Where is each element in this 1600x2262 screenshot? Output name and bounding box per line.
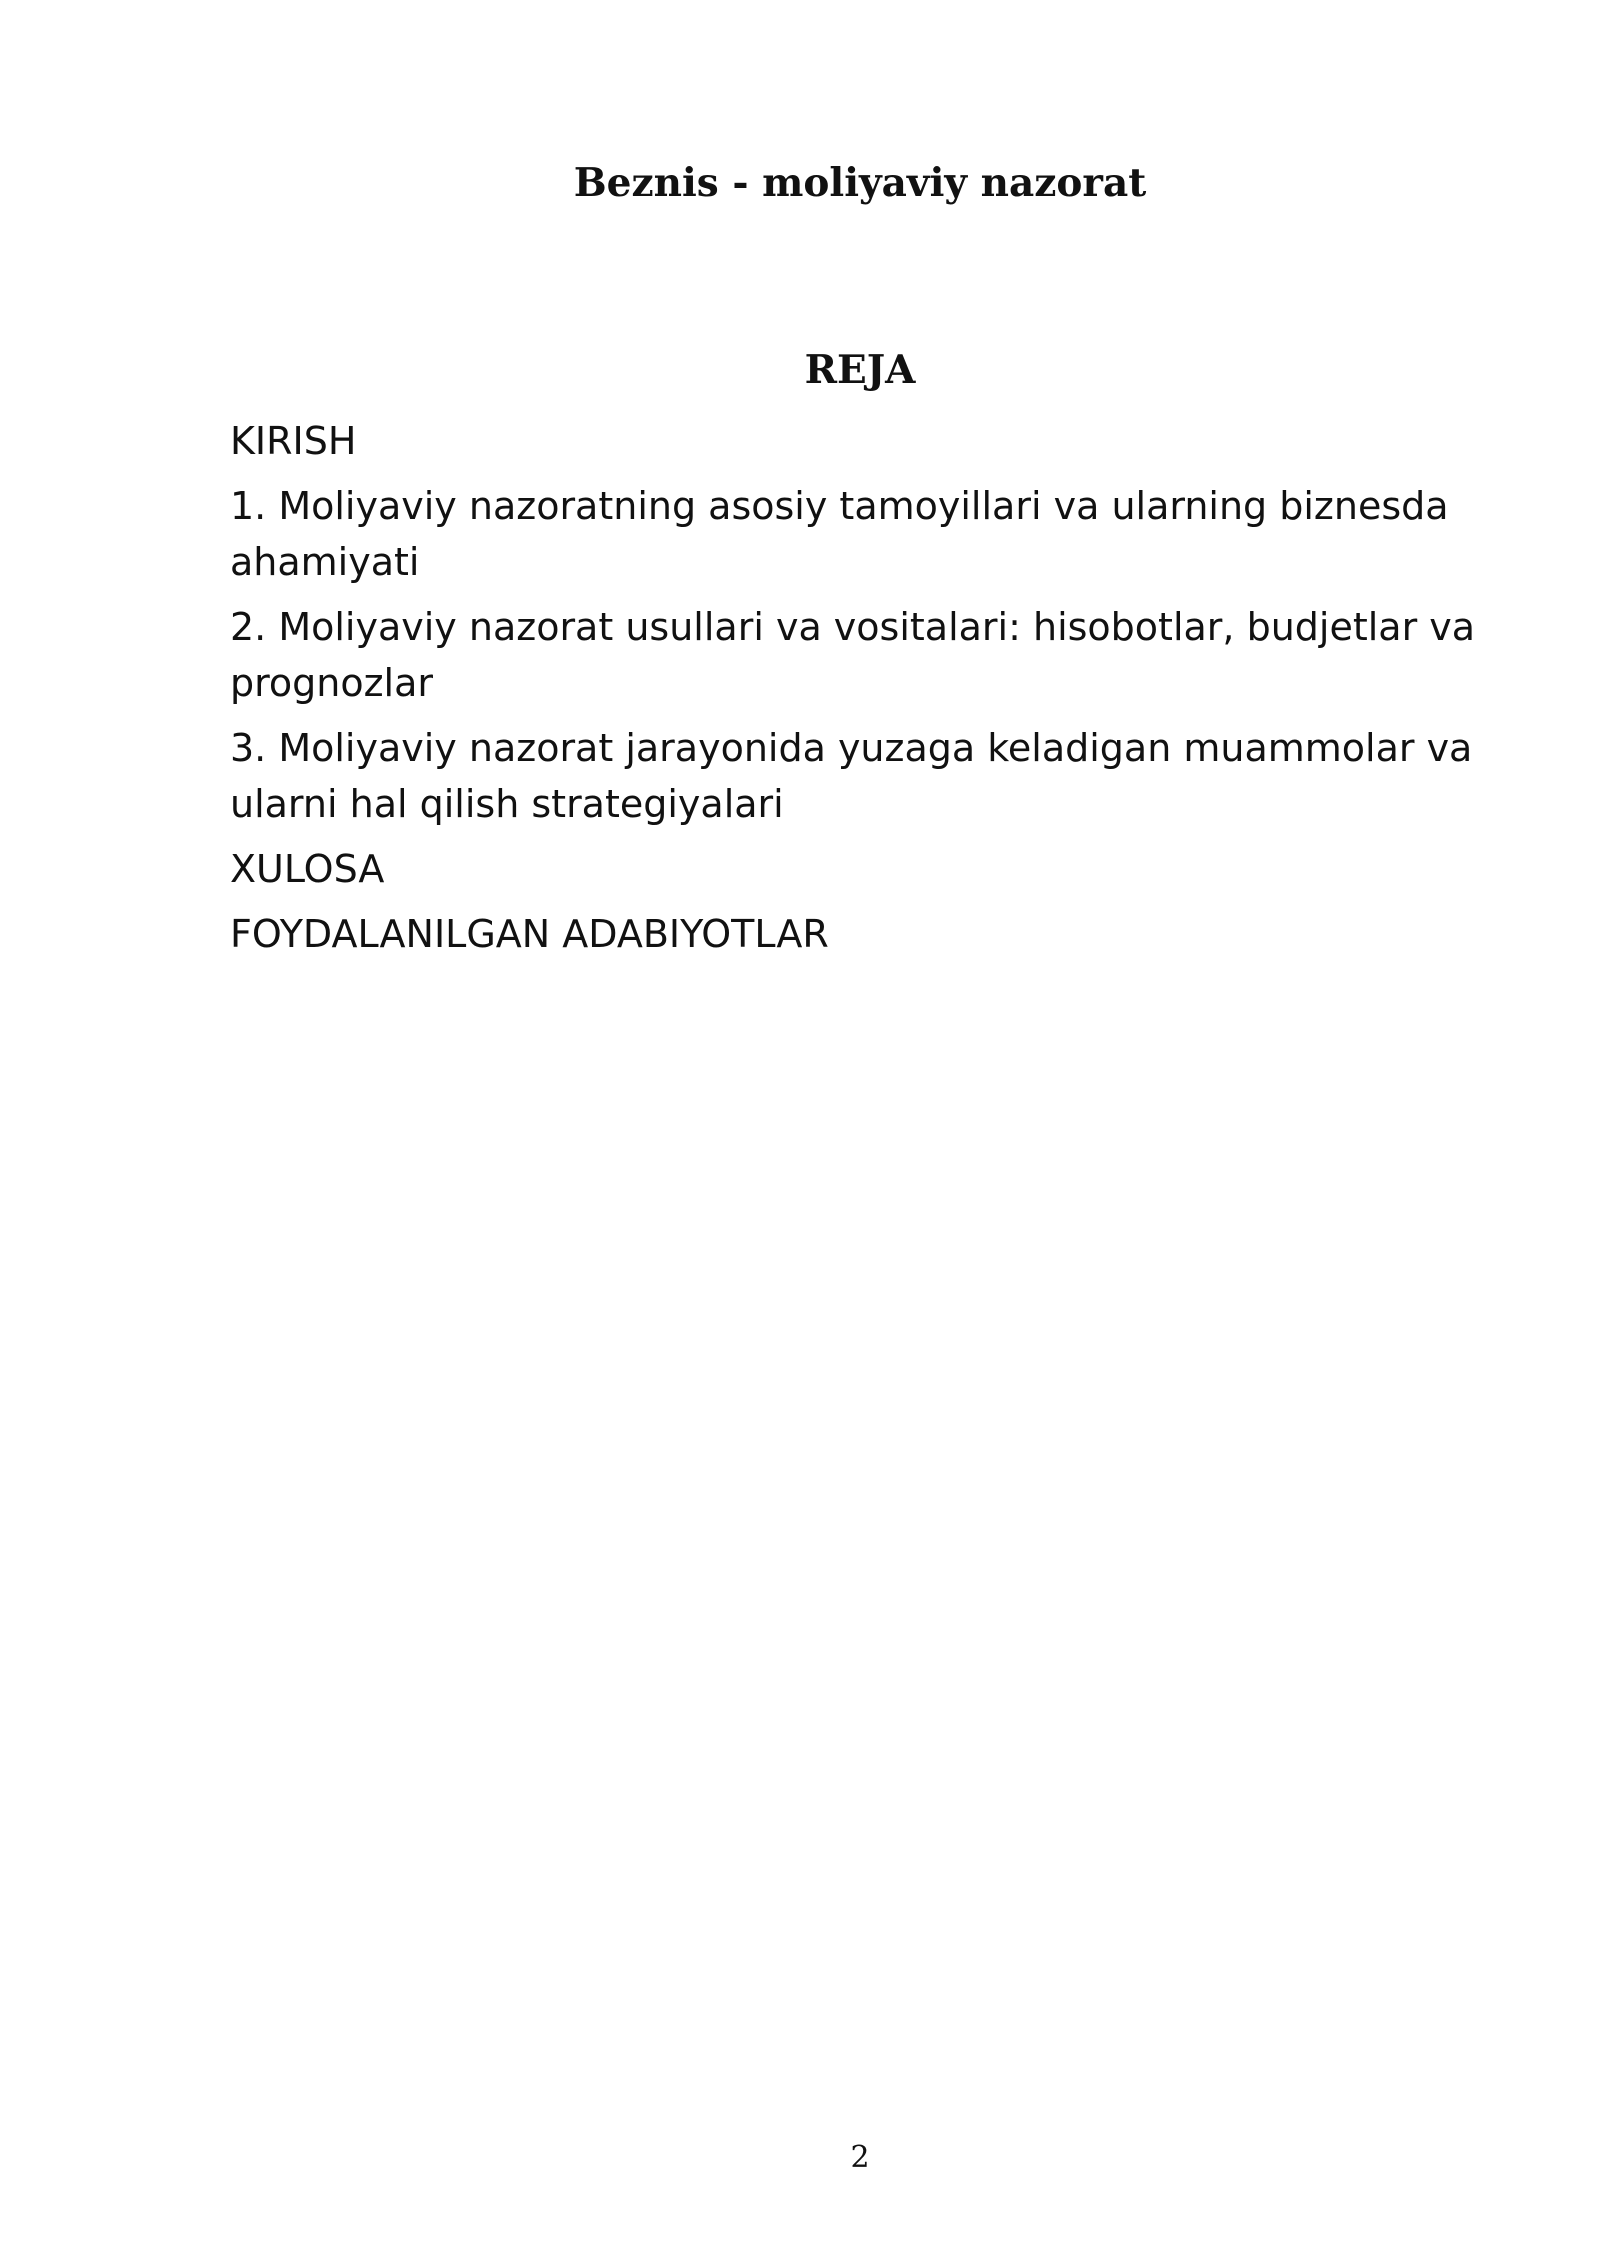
toc-item-1: 1. Moliyaviy nazoratning asosiy tamoyillari va ularning biznesda ahamiyati (230, 484, 1449, 584)
page-number: 2 (850, 2140, 870, 2175)
toc-item-references: FOYDALANILGAN ADABIYOTLAR (230, 912, 829, 956)
document-title: Beznis - moliyaviy nazorat (573, 160, 1147, 206)
toc-item-conclusion: XULOSA (230, 847, 385, 891)
plan-heading: REJA (804, 347, 916, 393)
toc-item-3: 3. Moliyaviy nazorat jarayonida yuzaga keladigan muammolar va ularni hal qilish strategiyalari (230, 726, 1473, 826)
toc-item-2: 2. Moliyaviy nazorat usullari va vositalari: hisobotlar, budjetlar va prognozlar (230, 605, 1476, 705)
toc-item-introduction: KIRISH (230, 419, 357, 463)
table-of-contents (230, 413, 1490, 971)
